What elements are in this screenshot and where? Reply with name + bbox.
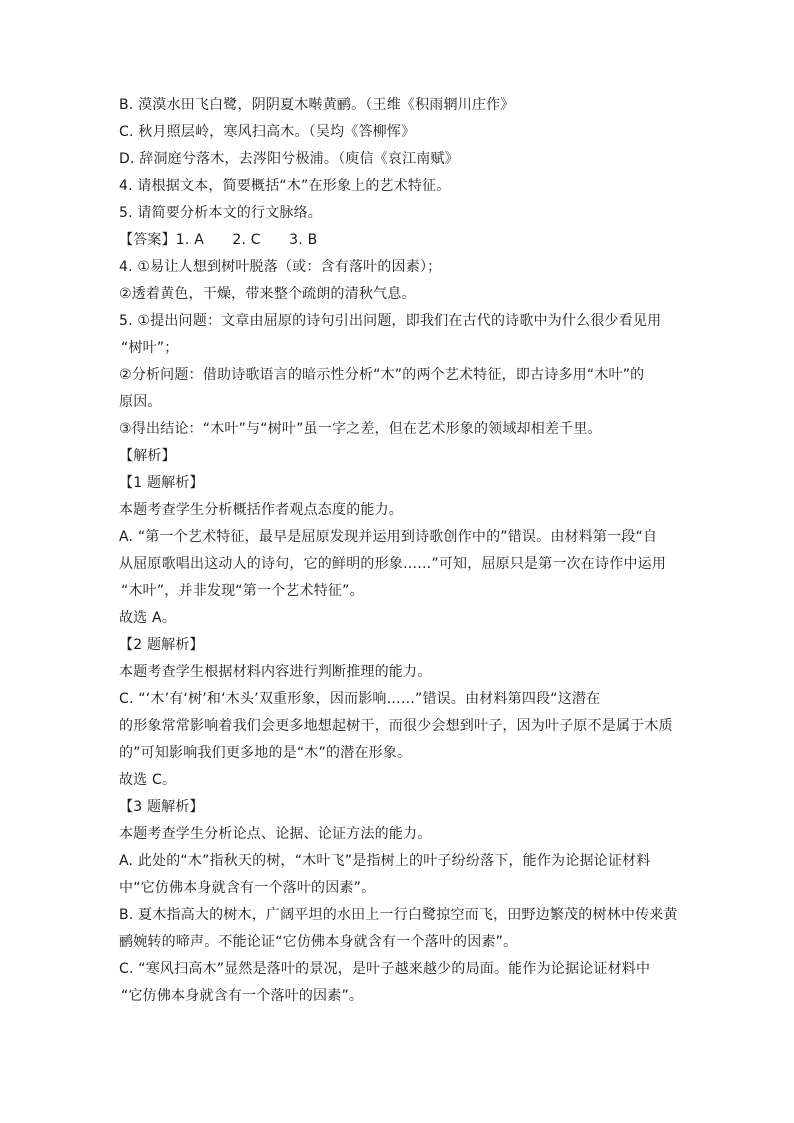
answer-5-point-2: ②分析问题：借助诗歌语言的暗示性分析“木”的两个艺术特征，即古诗多用“木叶”的 — [119, 367, 645, 383]
option-b-line: B. 漠漠水田飞白鹭，阴阴夏木啭黄鹂。（王维《积雨辋川庄作》 — [119, 97, 515, 113]
option-d-line: D. 辞洞庭兮落木，去涔阳兮极浦。（庾信《哀江南赋》 — [119, 151, 459, 167]
analysis-1-heading: 【1 题解析】 — [119, 475, 204, 491]
analysis-2-heading: 【2 题解析】 — [119, 637, 204, 653]
analysis-3-option-b: B. 夏木指高大的树木，广阔平坦的水田上一行白鹭掠空而飞，田野边繁茂的树林中传来黄 — [119, 907, 678, 923]
answer-5-point-1-cont: “树叶”； — [121, 340, 179, 356]
analysis-1-body: A. “第一个艺术特征，最早是屈原发现并运用到诗歌创作中的”错误。由材料第一段“自 — [119, 529, 658, 545]
analysis-3-option-c: C. “寒风扫高木”显然是落叶的景况，是叶子越来越少的局面。能作为论据论证材料中 — [119, 961, 651, 977]
analysis-3-heading: 【3 题解析】 — [119, 799, 204, 815]
question-5: 5. 请简要分析本文的行文脉络。 — [119, 205, 323, 221]
answer-4-point-2: ②透着黄色，干燥，带来整个疏朗的清秋气息。 — [119, 286, 416, 302]
analysis-2-conclusion: 故选 C。 — [119, 772, 177, 788]
answer-5-point-2-cont: 原因。 — [119, 394, 162, 410]
analysis-2-body-cont: 的形象常常影响着我们会更多地想起树干，而很少会想到叶子，因为叶子原不是属于木质 — [119, 718, 673, 734]
analysis-2-body: C. “‘木’有‘树’和‘木头’双重形象，因而影响……”错误。由材料第四段“这潜在 — [119, 691, 601, 707]
question-4: 4. 请根据文本，简要概括“木”在形象上的艺术特征。 — [119, 178, 451, 194]
analysis-3-option-c-cont: “它仿佛本身就含有一个落叶的因素”。 — [121, 988, 364, 1004]
analysis-1-intro: 本题考查学生分析概括作者观点态度的能力。 — [119, 502, 403, 518]
analysis-3-option-b-cont: 鹂婉转的啼声。不能论证“它仿佛本身就含有一个落叶的因素”。 — [119, 934, 518, 950]
option-c-line: C. 秋月照层岭，寒风扫高木。（吴均《答柳恽》 — [119, 124, 416, 140]
document-body — [119, 92, 679, 1010]
analysis-3-option-a: A. 此处的“木”指秋天的树，“木叶飞”是指树上的叶子纷纷落下，能作为论据论证材料 — [119, 853, 651, 869]
analysis-1-body-cont: 从屈原歌唱出这动人的诗句，它的鲜明的形象……”可知，屈原只是第一次在诗作中运用 — [119, 556, 667, 572]
analysis-3-option-a-cont: 中“它仿佛本身就含有一个落叶的因素”。 — [119, 880, 376, 896]
analysis-1-body-cont: “木叶”，并非发现“第一个艺术特征”。 — [121, 583, 364, 599]
answer-heading: 【答案】1. A 2. C 3. B — [119, 232, 318, 248]
answer-5-point-3: ③得出结论：“木叶”与“树叶”虽一字之差，但在艺术形象的领域却相差千里。 — [119, 421, 602, 437]
analysis-1-conclusion: 故选 A。 — [119, 610, 177, 626]
analysis-3-intro: 本题考查学生分析论点、论据、论证方法的能力。 — [119, 826, 432, 842]
answer-5-point-1: 5. ①提出问题：文章由屈原的诗句引出问题，即我们在古代的诗歌中为什么很少看见用 — [119, 313, 662, 329]
answer-4-point-1: 4. ①易让人想到树叶脱落（或：含有落叶的因素）； — [119, 259, 442, 275]
analysis-2-intro: 本题考查学生根据材料内容进行判断推理的能力。 — [119, 664, 432, 680]
analysis-2-body-cont: 的”可知影响我们更多地的是“木”的潜在形象。 — [119, 745, 412, 761]
analysis-heading: 【解析】 — [119, 448, 176, 464]
